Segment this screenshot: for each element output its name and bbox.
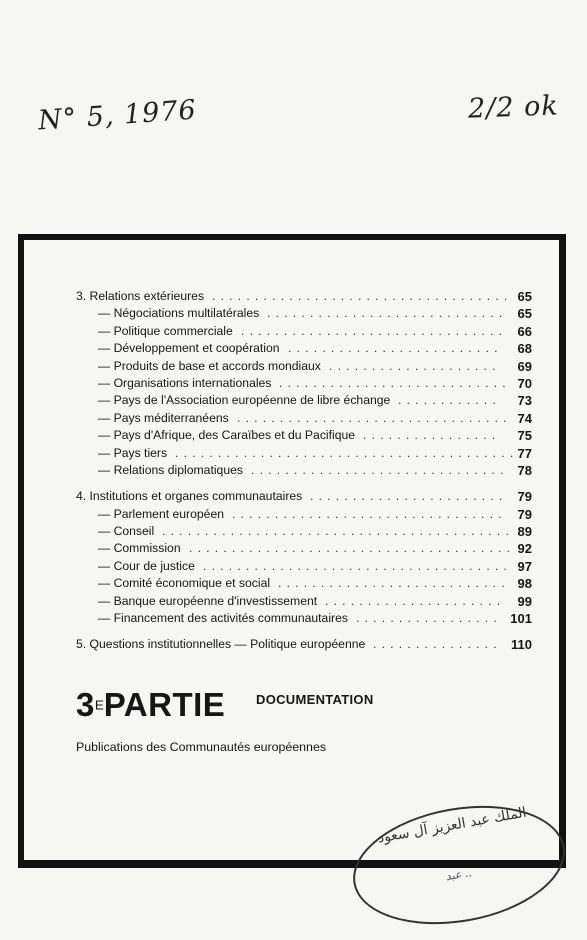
toc-entry-label: — Organisations internationales — [98, 375, 272, 390]
toc-dot-leader: ......................... — [288, 341, 503, 356]
toc-dot-leader: ........................... — [278, 576, 510, 591]
toc-page-number: 79 — [517, 506, 532, 522]
toc-dot-leader: ............ — [398, 393, 502, 408]
toc-section-gap — [76, 627, 532, 636]
toc-dot-leader: ........................... — [279, 375, 511, 390]
toc-page-number: 75 — [517, 428, 532, 444]
publications-line: Publications des Communautés européennes — [76, 740, 327, 754]
toc-subentry — [76, 305, 532, 322]
toc-entry-label: 5. Questions institutionnelles — Politique européenne — [76, 637, 366, 652]
toc-subentry — [76, 610, 532, 627]
toc-page-number: 101 — [510, 611, 532, 627]
toc-dot-leader: ................. — [356, 611, 502, 626]
toc-dot-leader: ................................ — [237, 410, 512, 425]
toc-subentry — [76, 375, 532, 392]
stamp-text: الملك عبد العزيز آل سعود — [376, 804, 528, 847]
handwritten-issue-note: N° 5, 1976 — [37, 94, 198, 137]
toc-entry-label: — Comité économique et social — [98, 576, 271, 591]
toc-subentry — [76, 392, 532, 409]
toc-dot-leader: ...................................... — [189, 541, 516, 556]
contents-frame — [18, 234, 566, 868]
toc-dot-leader: ......................................... — [162, 524, 515, 539]
toc-entry-label: — Commission — [98, 541, 181, 556]
toc-dot-leader: ................................... — [212, 289, 513, 303]
toc-entry-label: — Relations diplomatiques — [98, 462, 243, 477]
toc-subentry — [76, 427, 532, 444]
toc-entry-label: — Banque européenne d'investissement — [98, 593, 318, 608]
toc-page-number: 98 — [517, 576, 532, 592]
handwritten-check-note: 2/2 ok — [467, 90, 560, 125]
toc-page-number: 110 — [511, 637, 532, 653]
toc-subentry — [76, 506, 532, 523]
toc-dot-leader: ....................... — [310, 489, 508, 504]
toc-dot-leader: ..................... — [325, 593, 506, 608]
toc-entry-label: — Produits de base et accords mondiaux — [98, 358, 321, 373]
toc-page-number: 73 — [517, 393, 532, 409]
toc-page-number: 65 — [517, 306, 532, 322]
toc-page-number: 97 — [517, 558, 532, 574]
toc-subentry — [76, 323, 532, 340]
toc-page-number: 69 — [517, 358, 532, 374]
toc-subentry — [76, 575, 532, 592]
toc-entry-label: — Politique commerciale — [98, 323, 233, 338]
toc-subentry — [76, 462, 532, 479]
toc-page-number: 66 — [517, 323, 532, 339]
toc-entry-label: — Négociations multilatérales — [98, 306, 260, 321]
toc-entry-label: — Pays tiers — [98, 445, 168, 460]
toc-dot-leader: .................................... — [203, 558, 513, 573]
toc-page-number: 70 — [517, 375, 532, 391]
toc-page-number: 99 — [517, 593, 532, 609]
toc-page-number: 89 — [517, 524, 532, 540]
toc-dot-leader: ............................ — [267, 306, 508, 321]
part-title: PARTIE — [103, 686, 226, 723]
toc-entry-label: — Cour de justice — [98, 558, 195, 573]
toc-page-number: 68 — [517, 341, 532, 357]
toc-entry-label: — Financement des activités communautaires — [98, 611, 348, 626]
toc-subentry — [76, 540, 532, 557]
toc-subentry — [76, 358, 532, 375]
stamp-subtext: عبد .. — [444, 866, 473, 884]
toc-subentry — [76, 445, 532, 462]
table-of-contents — [76, 288, 532, 654]
part-superscript: E — [94, 697, 104, 713]
toc-dot-leader: ............................... — [241, 323, 508, 338]
toc-entry-label: — Pays de l'Association européenne de libre échange — [98, 393, 391, 408]
toc-subentry — [76, 410, 532, 427]
toc-page-number: 77 — [517, 445, 532, 461]
toc-page-number: 79 — [517, 489, 532, 505]
toc-entry-label: 4. Institutions et organes communautaires — [76, 489, 303, 504]
toc-section — [76, 288, 532, 305]
toc-entry-label: — Conseil — [98, 524, 155, 539]
toc-subentry — [76, 558, 532, 575]
toc-entry-label: — Pays méditerranéens — [98, 410, 229, 425]
toc-dot-leader: .............................. — [251, 462, 509, 477]
toc-entry-label: 3. Relations extérieures — [76, 289, 205, 303]
part-heading — [76, 686, 374, 724]
toc-entry-label: — Parlement européen — [98, 506, 225, 521]
toc-section — [76, 636, 532, 653]
part-subtitle: DOCUMENTATION — [256, 692, 374, 707]
toc-dot-leader: ........................................ — [175, 445, 519, 460]
toc-page-number: 74 — [517, 410, 532, 426]
toc-dot-leader: ............... — [373, 637, 502, 652]
toc-entry-label: — Développement et coopération — [98, 341, 280, 356]
toc-subentry — [76, 340, 532, 357]
toc-dot-leader: .................... — [329, 358, 501, 373]
toc-page-number: 92 — [517, 541, 532, 557]
toc-section — [76, 488, 532, 505]
toc-subentry — [76, 523, 532, 540]
part-number: 3 — [76, 686, 95, 723]
toc-subentry — [76, 593, 532, 610]
toc-section-gap — [76, 479, 532, 488]
toc-dot-leader: ................ — [363, 428, 501, 443]
toc-dot-leader: ................................ — [232, 506, 507, 521]
toc-page-number: 65 — [517, 289, 532, 304]
toc-entry-label: — Pays d'Afrique, des Caraïbes et du Pacifique — [98, 428, 356, 443]
toc-page-number: 78 — [517, 462, 532, 478]
